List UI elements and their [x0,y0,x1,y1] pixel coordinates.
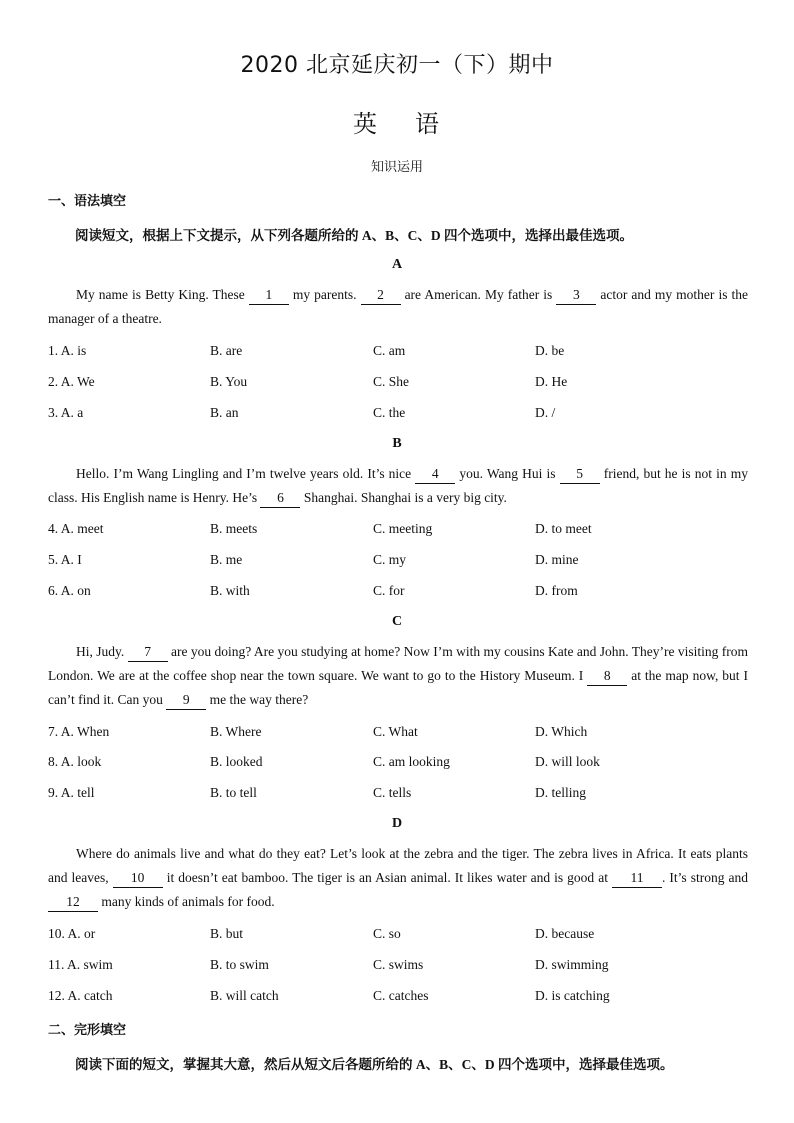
question-row [48,343,748,363]
question-row [48,724,748,744]
question-row [48,785,748,805]
option-text: D. / [535,405,556,420]
answer-blank: 8 [587,667,627,686]
section1-instruction: 阅读短文，根据上下文提示，从下列各题所给的 A、B、C、D 四个选项中，选择出最佳选项。 [75,228,634,243]
section1-heading: 一、语法填空 [48,193,127,208]
option-text: B. an [210,405,239,420]
passage-text: Hello. I’m Wang Lingling and I’m twelve years old. It’s nice 4 you. Wang Hui is 5 friend, but he is not in my class. His English name is Henry. He’s 6 Shanghai. Shanghai is a very big city. [48,462,748,510]
answer-blank: 2 [361,286,401,305]
option-text: B. meets [210,521,258,536]
question-row [48,405,748,425]
option-text: C. What [373,724,418,739]
option-text: D. will look [535,754,600,769]
question-row [48,552,748,572]
passage-label: D [391,816,403,831]
answer-blank: 4 [415,465,455,484]
option-text: D. to meet [535,521,592,536]
answer-blank: 7 [128,643,168,662]
option-text: D. because [535,926,595,941]
option-text: B. Where [210,724,262,739]
section2-instruction: 阅读下面的短文，掌握其大意，然后从短文后各题所给的 A、B、C、D 四个选项中，选择最佳选项。 [75,1057,674,1072]
option-text: 1. A. is [48,343,87,358]
passage-text: Hi, Judy. 7 are you doing? Are you studying at home? Now I’m with my cousins Kate and John. They’re visiting from London. We are at the coffee shop near the town square. We want to go to the History Museum. I 8 at the map now, but I can’t find it. Can you 9 me the way there? [48,640,748,712]
option-text: 4. A. meet [48,521,104,536]
answer-blank: 6 [260,489,300,508]
option-text: 3. A. a [48,405,84,420]
answer-blank: 9 [166,691,206,710]
option-text: 2. A. We [48,374,95,389]
subject-char: 英 [353,110,379,138]
option-text: B. me [210,552,243,567]
question-row [48,988,748,1008]
page-title: 2020 北京延庆初一（下）期中 [240,53,554,78]
answer-blank: 12 [48,893,98,912]
passage-label: A [391,257,403,272]
option-text: D. mine [535,552,579,567]
question-row [48,521,748,541]
option-text: C. swims [373,957,424,972]
option-text: C. catches [373,988,429,1003]
question-row [48,926,748,946]
option-text: C. the [373,405,406,420]
option-text: 11. A. swim [48,957,113,972]
option-text: D. be [535,343,565,358]
option-text: C. am looking [373,754,450,769]
option-text: C. tells [373,785,412,800]
option-text: 5. A. I [48,552,82,567]
option-text: 6. A. on [48,583,91,598]
question-row [48,957,748,977]
option-text: C. my [373,552,407,567]
option-text: D. swimming [535,957,609,972]
answer-blank: 3 [556,286,596,305]
option-text: 10. A. or [48,926,96,941]
option-text: 8. A. look [48,754,102,769]
option-text: D. is catching [535,988,610,1003]
passage-text: Where do animals live and what do they eat? Let’s look at the zebra and the tiger. The zebra lives in Africa. It eats plants and leaves, 10 it doesn’t eat bamboo. The tiger is an Asian animal. It likes water and is good at 11 . It’s strong and 12 many kinds of animals for food. [48,842,748,914]
answer-blank: 10 [113,869,163,888]
passage-label: B [392,436,402,451]
answer-blank: 11 [612,869,662,888]
option-text: B. to swim [210,957,269,972]
option-text: C. She [373,374,410,389]
option-text: D. He [535,374,568,389]
section-label: 知识运用 [370,160,423,175]
option-text: D. telling [535,785,586,800]
option-text: B. to tell [210,785,257,800]
option-text: B. will catch [210,988,279,1003]
option-text: C. am [373,343,406,358]
subject-title [0,104,794,139]
passage-label: C [391,614,403,629]
question-row [48,583,748,603]
option-text: C. meeting [373,521,433,536]
option-text: D. from [535,583,578,598]
option-text: 9. A. tell [48,785,95,800]
answer-blank: 5 [560,465,600,484]
option-text: B. but [210,926,244,941]
option-text: B. looked [210,754,263,769]
question-row [48,374,748,394]
option-text: D. Which [535,724,588,739]
option-text: C. so [373,926,401,941]
option-text: B. are [210,343,243,358]
option-text: C. for [373,583,405,598]
option-text: 12. A. catch [48,988,113,1003]
option-text: B. with [210,583,250,598]
subject-char: 语 [415,110,441,138]
option-text: 7. A. When [48,724,110,739]
answer-blank: 1 [249,286,289,305]
section2-heading: 二、完形填空 [48,1022,127,1037]
passage-text: My name is Betty King. These 1 my parents. 2 are American. My father is 3 actor and my mother is the manager of a theatre. [48,287,748,326]
question-row [48,754,748,774]
option-text: B. You [210,374,248,389]
